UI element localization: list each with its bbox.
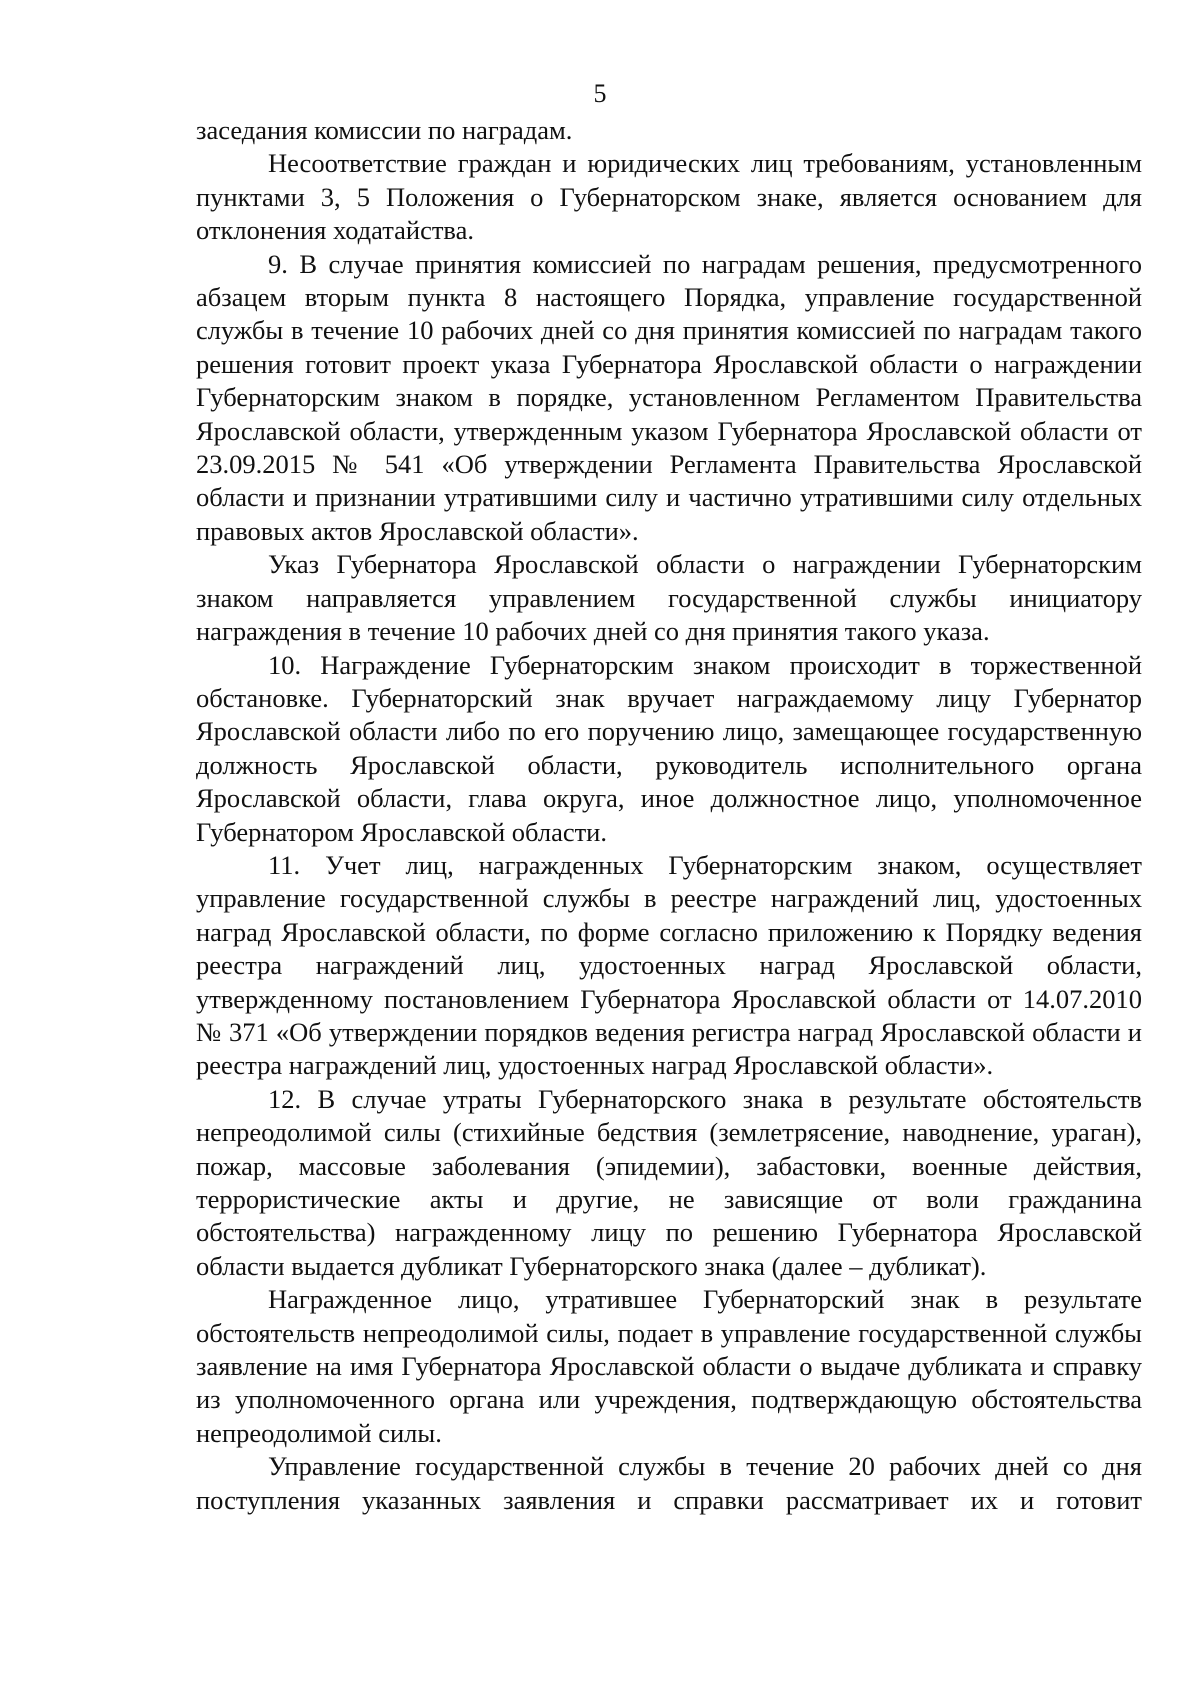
paragraph-item-11: 11. Учет лиц, награжденных Губернаторским знаком, осуществляет управление государственной службы в реестре награждений лиц, удостоенных наград Ярославской области, по форме согласно приложению к Порядку ведения реестра награждений лиц, удостоенных наград Ярославской области, утвержденному постановлением Губернатора Ярославской области от 14.07.2010 № 371 «Об утверждении порядков ведения регистра наград Ярославской области и реестра награждений лиц, удостоенных наград Ярославской области».: [196, 849, 1142, 1081]
paragraph-item-9: 9. В случае принятия комиссией по наградам решения, предусмотренного абзацем вторым пункта 8 настоящего Порядка, управление государственной службы в течение 10 рабочих дней со дня принятия комиссией по наградам такого решения готовит проект указа Губернатора Ярославской области о награждении Губернаторским знаком в порядке, установленном Регламентом Правительства Ярославской области, утвержденным указом Губернатора Ярославской области от 23.09.2015 № 541 «Об утверждении Регламента Правительства Ярославской области и признании утратившими силу и частично утратившими силу отдельных правовых актов Ярославской области».: [196, 248, 1142, 546]
paragraph: Награжденное лицо, утратившее Губернаторский знак в результате обстоятельств непреодолимой силы, подает в управление государственной службы заявление на имя Губернатора Ярославской области о выдаче дубликата и справку из уполномоченного органа или учреждения, подтверждающую обстоятельства непреодолимой силы.: [196, 1284, 1142, 1448]
page-number: 5: [593, 79, 607, 108]
paragraph-item-10: 10. Награждение Губернаторским знаком происходит в торжественной обстановке. Губернаторский знак вручает награждаемому лицу Губернатор Ярославской области либо по его поручению лицо, замещающее государственную должность Ярославской области, руководитель исполнительного органа Ярославской области, глава округа, иное должностное лицо, уполномоченное Губернатором Ярославской области.: [196, 649, 1142, 847]
paragraph: Указ Губернатора Ярославской области о награждении Губернаторским знаком направляется управлением государственной службы инициатору награждения в течение 10 рабочих дней со дня принятия такого указа.: [196, 549, 1142, 647]
paragraph-continued: Управление государственной службы в течение 20 рабочих дней со дня поступления указанных заявления и справки рассматривает их и готовит: [196, 1451, 1142, 1515]
paragraph: Несоответствие граждан и юридических лиц требованиям, установленным пунктами 3, 5 Положения о Губернаторском знаке, является основанием для отклонения ходатайства.: [196, 148, 1142, 246]
paragraph-item-12: 12. В случае утраты Губернаторского знака в результате обстоятельств непреодолимой силы (стихийные бедствия (землетрясение, наводнение, ураган), пожар, массовые заболевания (эпидемии), забастовки, военные действия, террористические акты и другие, не зависящие от воли гражданина обстоятельства) награжденному лицу по решению Губернатора Ярославской области выдается дубликат Губернаторского знака (далее – дубликат).: [196, 1083, 1142, 1281]
paragraph: заседания комиссии по наградам.: [196, 115, 573, 145]
document-body: [196, 114, 1142, 1517]
